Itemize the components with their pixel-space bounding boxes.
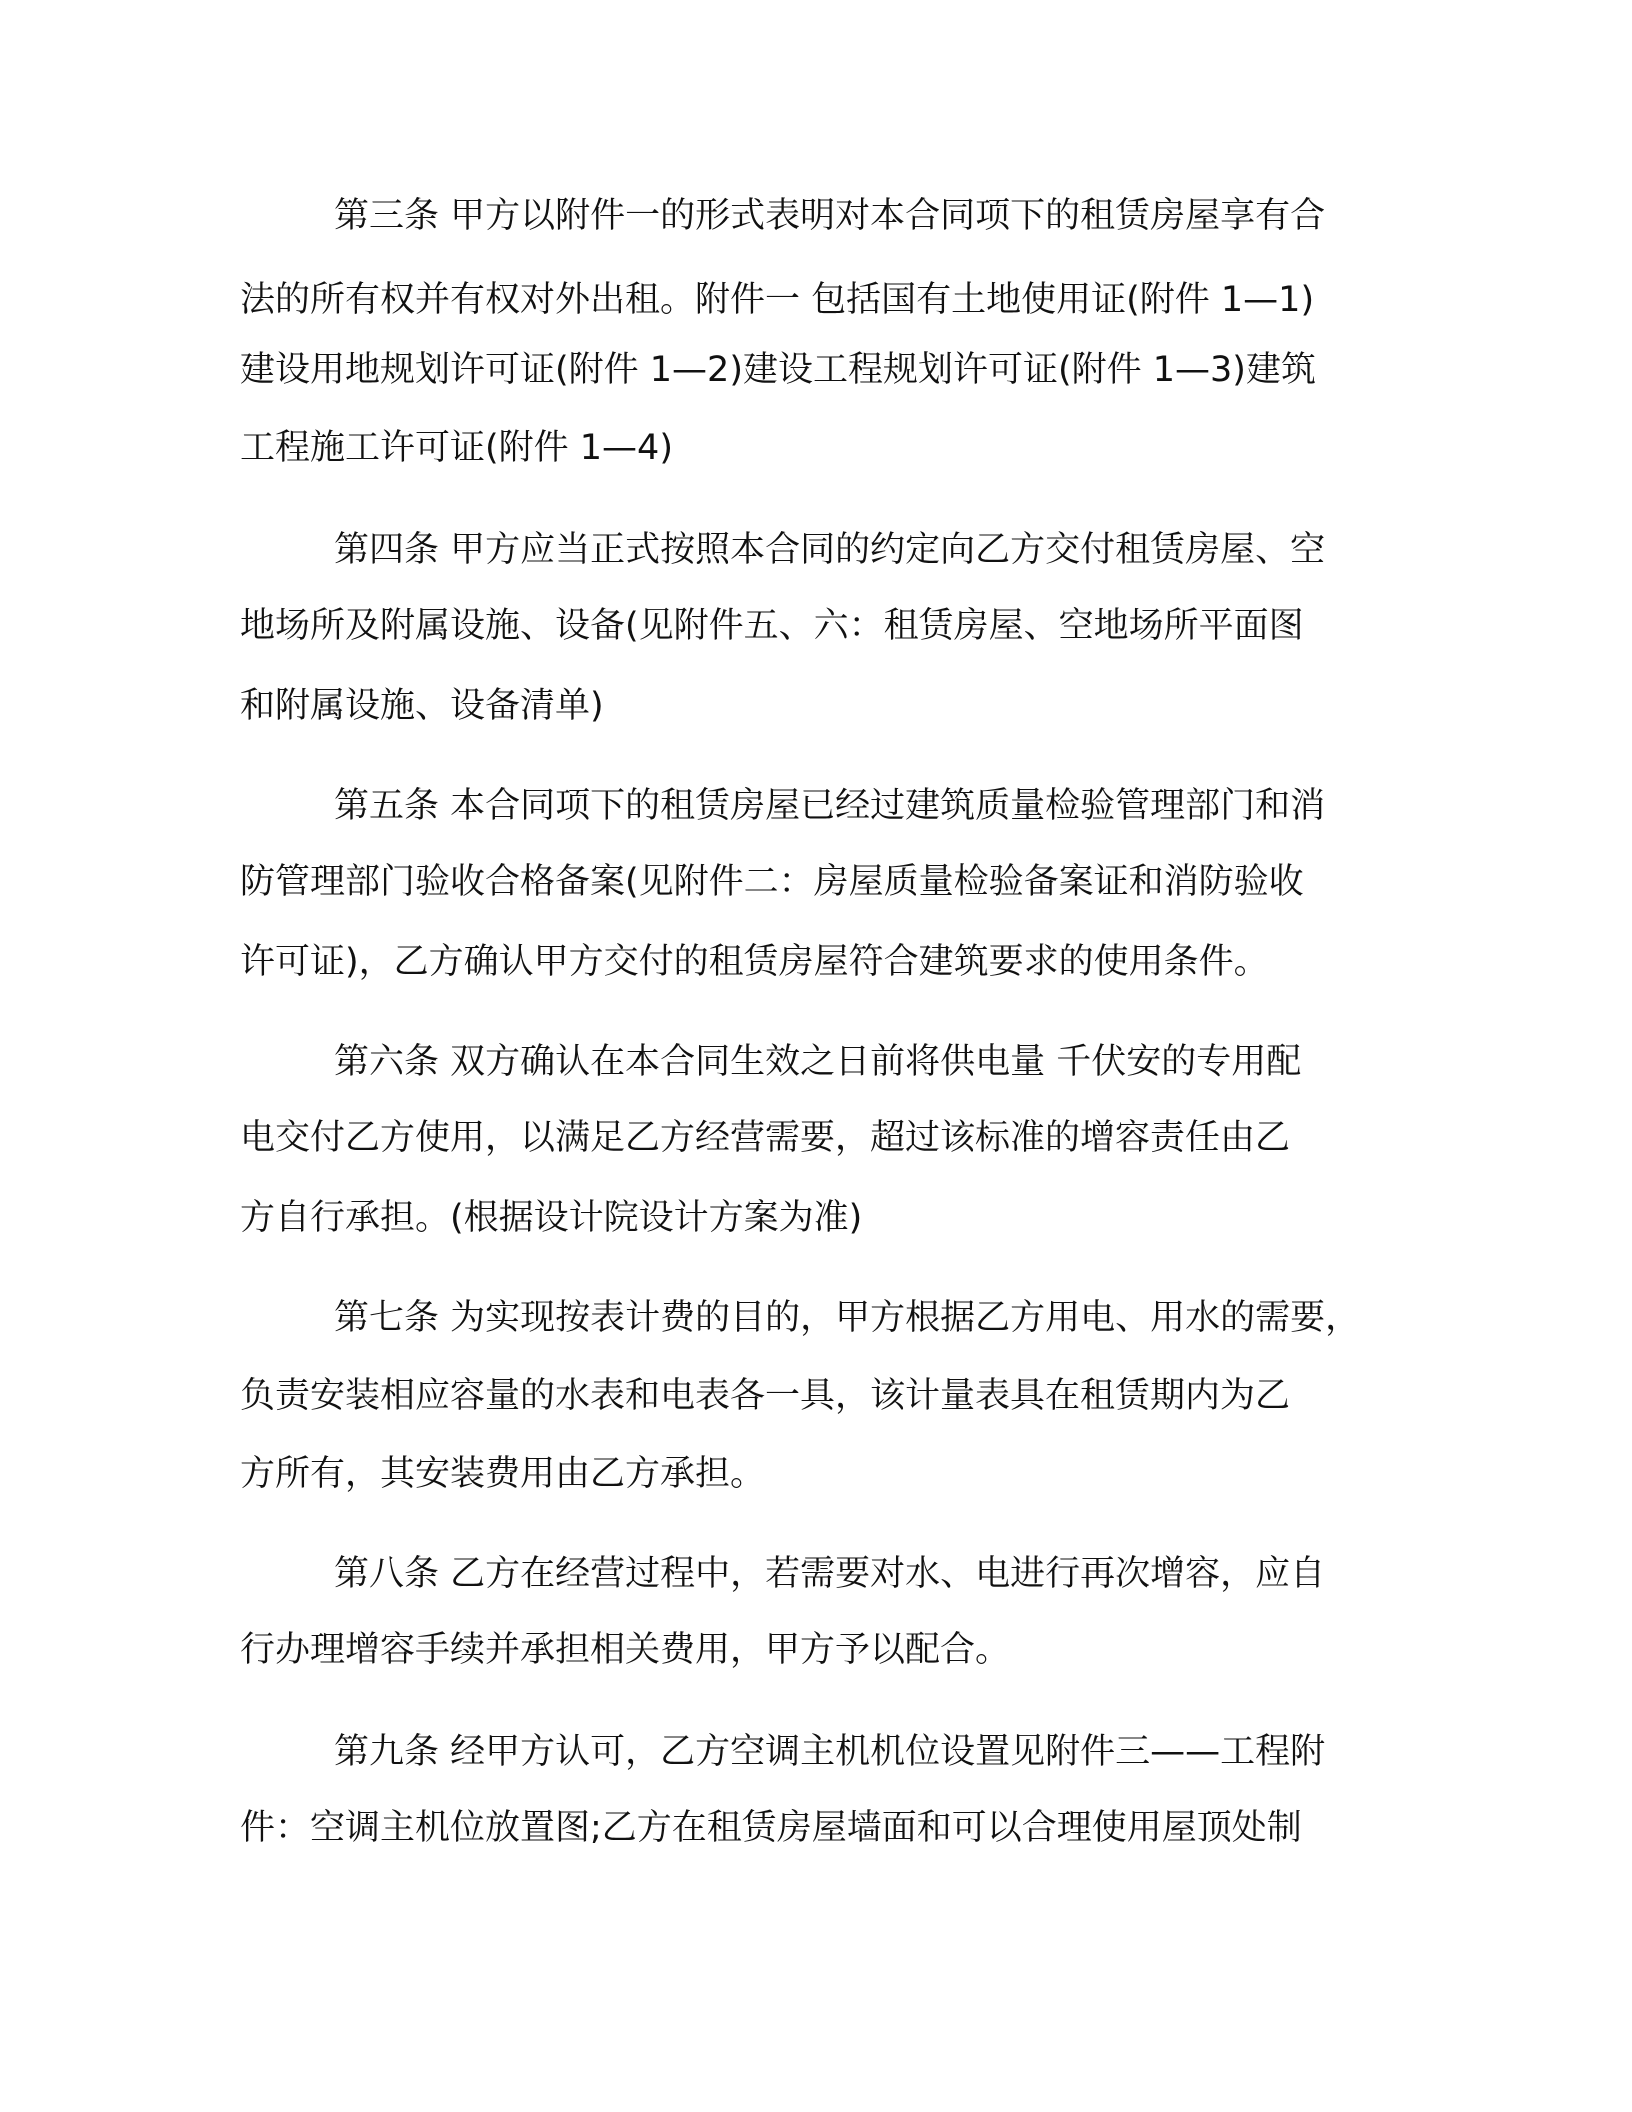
clause-7-line-2: 负责安装相应容量的水表和电表各一具，该计量表具在租赁期内为乙 [240, 1376, 1291, 1416]
clause-7-line-3: 方所有，其安装费用由乙方承担。 [240, 1454, 766, 1494]
clause-9-line-2: 件：空调主机位放置图;乙方在租赁房屋墙面和可以合理使用屋顶处制 [240, 1808, 1302, 1848]
clause-7-line-1: 第七条 为实现按表计费的目的，甲方根据乙方用电、用水的需要， [334, 1298, 1361, 1338]
clause-5-line-3: 许可证)，乙方确认甲方交付的租赁房屋符合建筑要求的使用条件。 [240, 942, 1269, 982]
clause-3-line-1: 第三条 甲方以附件一的形式表明对本合同项下的租赁房屋享有合 [334, 196, 1326, 236]
clause-6-line-1: 第六条 双方确认在本合同生效之日前将供电量 千伏安的专用配 [334, 1042, 1302, 1082]
clause-3-line-4: 工程施工许可证(附件 1—4) [240, 428, 673, 468]
clause-3-line-3: 建设用地规划许可证(附件 1—2)建设工程规划许可证(附件 1—3)建筑 [240, 350, 1316, 390]
clause-4-line-2: 地场所及附属设施、设备(见附件五、六：租赁房屋、空地场所平面图 [240, 606, 1304, 646]
clause-8-line-1: 第八条 乙方在经营过程中，若需要对水、电进行再次增容，应自 [334, 1554, 1326, 1594]
clause-3-line-2: 法的所有权并有权对外出租。附件一 包括国有土地使用证(附件 1—1) [240, 280, 1315, 320]
clause-6-line-2: 电交付乙方使用，以满足乙方经营需要，超过该标准的增容责任由乙 [240, 1118, 1291, 1158]
clause-8-line-2: 行办理增容手续并承担相关费用，甲方予以配合。 [240, 1630, 1011, 1670]
clause-5-line-2: 防管理部门验收合格备案(见附件二：房屋质量检验备案证和消防验收 [240, 862, 1304, 902]
clause-6-line-3: 方自行承担。(根据设计院设计方案为准) [240, 1198, 863, 1238]
clause-9-line-1: 第九条 经甲方认可，乙方空调主机机位设置见附件三——工程附 [334, 1732, 1326, 1772]
clause-4-line-1: 第四条 甲方应当正式按照本合同的约定向乙方交付租赁房屋、空 [334, 530, 1326, 570]
clause-4-line-3: 和附属设施、设备清单) [240, 686, 604, 726]
clause-5-line-1: 第五条 本合同项下的租赁房屋已经过建筑质量检验管理部门和消 [334, 786, 1326, 826]
